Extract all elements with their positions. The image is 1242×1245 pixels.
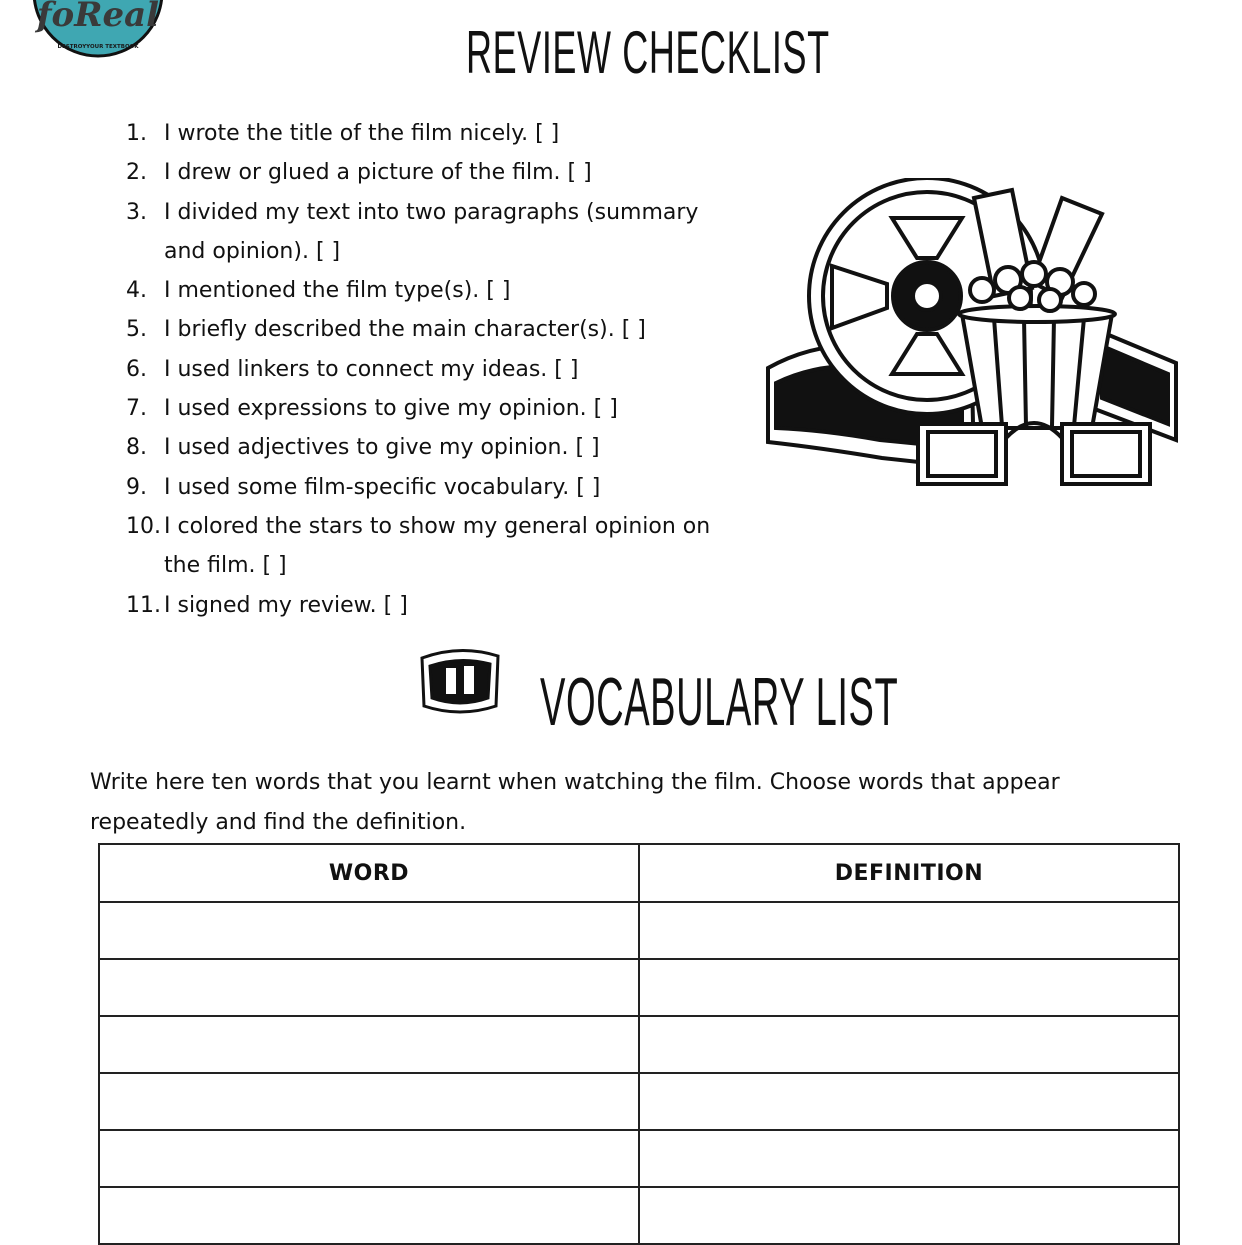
review-checklist [126,114,746,625]
vocabulary-table-body [99,902,1179,1244]
checklist-item [126,114,746,153]
checklist-item [126,468,746,507]
checklist-item-text: I used expressions to give my opinion. [ ] [164,396,618,422]
definition-cell[interactable] [639,1130,1179,1187]
checklist-item [126,193,746,272]
checklist-title: REVIEW CHECKLIST [466,19,830,86]
word-cell[interactable] [99,1130,639,1187]
table-row [99,959,1179,1016]
table-row [99,1073,1179,1130]
table-header-row [99,844,1179,902]
definition-cell[interactable] [639,1016,1179,1073]
logo-text: foReal [36,0,160,35]
checklist-item-number: 4. [126,278,147,304]
checklist-item-number: 10. [126,513,161,539]
film-strip-icon [416,644,504,716]
checklist-item-text: I used adjectives to give my opinion. [ ] [164,435,600,461]
table-row [99,1130,1179,1187]
checklist-item-text: I signed my review. [ ] [164,592,408,618]
checklist-item-number: 6. [126,356,147,382]
checklist-item-text: I drew or glued a picture of the film. [ ] [164,160,592,186]
cinema-illustration-icon [762,178,1180,490]
checklist-item-number: 2. [126,160,147,186]
checklist-item [126,271,746,310]
checklist-item-text: I used some film-specific vocabulary. [ ] [164,474,601,500]
checklist-item-number: 3. [126,199,147,225]
word-cell[interactable] [99,902,639,959]
checklist-item-number: 1. [126,121,147,146]
checklist-item [126,310,746,349]
checklist-item [126,586,746,625]
table-row [99,1187,1179,1244]
checklist-item-number: 8. [126,435,147,461]
table-row [99,902,1179,959]
checklist-item-text: I divided my text into two paragraphs (summary [164,199,699,225]
table-row [99,1016,1179,1073]
checklist-item-number: 5. [126,317,147,343]
vocabulary-instructions: Write here ten words that you learnt when watching the film. Choose words that appear repeatedly and find the definition. [90,770,1060,835]
checklist-item-text: and opinion). [ ] [164,238,341,264]
logo-tagline: DESTROYYOUR TEXTBOOK [57,44,139,50]
checklist-item [126,153,746,192]
word-cell[interactable] [99,1073,639,1130]
checklist-item-text: I colored the stars to show my general opinion on [164,513,711,539]
word-cell[interactable] [99,959,639,1016]
definition-cell[interactable] [639,1187,1179,1244]
checklist-item [126,350,746,389]
checklist-item-number: 9. [126,474,147,500]
definition-cell[interactable] [639,902,1179,959]
column-header-word: WORD [99,844,639,902]
checklist-item-text: I used linkers to connect my ideas. [ ] [164,356,579,382]
checklist-item [126,428,746,467]
checklist-item-number: 11. [126,592,161,618]
checklist-item-text: I mentioned the film type(s). [ ] [164,278,511,304]
vocabulary-title: VOCABULARY LIST [540,664,899,740]
checklist-item-text: the film. [ ] [164,553,287,579]
checklist-item [126,507,746,586]
checklist-item-text: I briefly described the main character(s). [ ] [164,317,646,343]
definition-cell[interactable] [639,959,1179,1016]
checklist-item-text: I wrote the title of the film nicely. [ ] [164,121,560,146]
definition-cell[interactable] [639,1073,1179,1130]
word-cell[interactable] [99,1016,639,1073]
foreal-logo [30,0,166,60]
column-header-definition: DEFINITION [639,844,1179,902]
checklist-item-number: 7. [126,396,147,422]
word-cell[interactable] [99,1187,639,1244]
checklist-item [126,389,746,428]
vocabulary-table [98,843,1180,1245]
